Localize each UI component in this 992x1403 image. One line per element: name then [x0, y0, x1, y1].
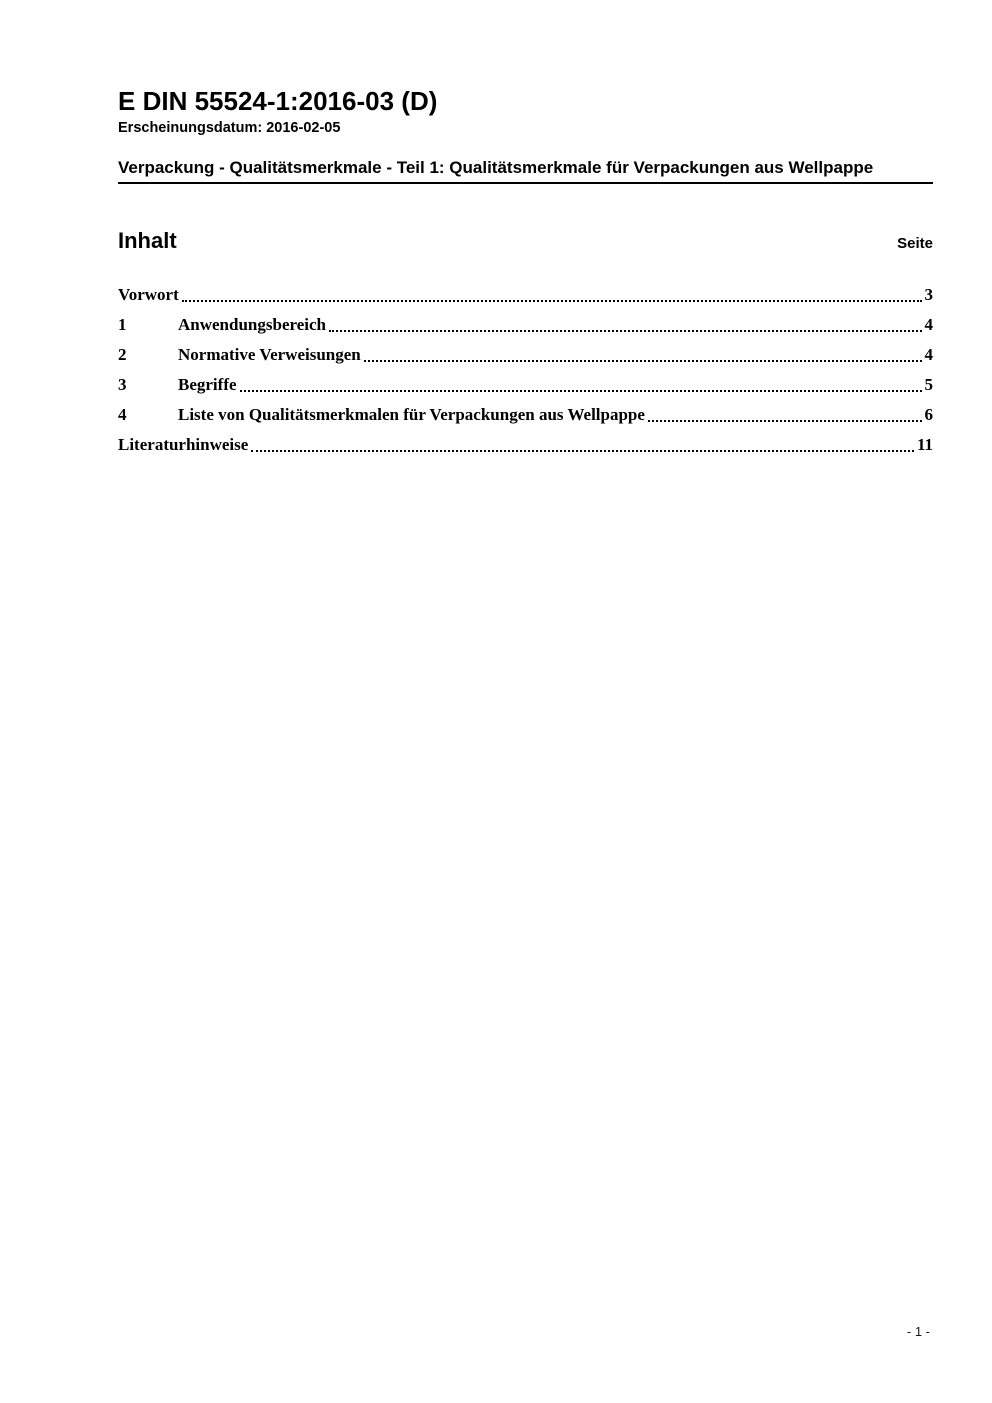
page-content — [118, 0, 933, 460]
toc-entry-label: Liste von Qualitätsmerkmalen für Verpackungen aus Wellpappe — [178, 405, 645, 424]
footer-page-number: - 1 - — [906, 1324, 930, 1339]
toc-entry-label: Vorwort — [118, 285, 179, 304]
toc-header — [118, 228, 933, 254]
toc-entry-page: 4 — [924, 345, 933, 364]
toc-entry-anwendungsbereich[interactable] — [118, 310, 933, 340]
document-code: E DIN 55524-1:2016-03 (D) — [118, 86, 438, 116]
toc-entry-number: 4 — [118, 405, 127, 424]
toc-page-column-label: Seite — [897, 235, 933, 252]
toc-leader-dots — [240, 378, 922, 392]
toc-entry-begriffe[interactable] — [118, 370, 933, 400]
toc-entry-number: 3 — [118, 375, 127, 394]
toc-entry-label: Anwendungsbereich — [178, 315, 326, 334]
toc-entry-normative-verweisungen[interactable] — [118, 340, 933, 370]
toc-entry-label: Literaturhinweise — [118, 435, 249, 454]
document-title: Verpackung - Qualitätsmerkmale - Teil 1: Qualitätsmerkmale für Verpackungen aus Wellpappe — [118, 157, 933, 184]
release-date: Erscheinungsdatum: 2016-02-05 — [118, 120, 341, 136]
table-of-contents — [118, 280, 933, 460]
toc-leader-dots — [364, 348, 922, 362]
toc-entry-page: 6 — [924, 405, 933, 424]
toc-entry-page: 3 — [924, 285, 933, 304]
toc-entry-literaturhinweise[interactable] — [118, 430, 933, 460]
toc-entry-liste-qualitaetsmerkmale[interactable] — [118, 400, 933, 430]
toc-entry-page: 4 — [924, 315, 933, 334]
toc-entry-number: 2 — [118, 345, 127, 364]
toc-leader-dots — [329, 318, 922, 332]
toc-leader-dots — [182, 288, 922, 302]
toc-leader-dots — [648, 408, 922, 422]
toc-entry-label: Normative Verweisungen — [178, 345, 361, 364]
toc-entry-page: 5 — [924, 375, 933, 394]
toc-entry-number: 1 — [118, 315, 127, 334]
toc-entry-vorwort[interactable] — [118, 280, 933, 310]
toc-entry-label: Begriffe — [178, 375, 237, 394]
toc-entry-page: 11 — [916, 435, 933, 454]
toc-heading: Inhalt — [118, 228, 177, 253]
toc-leader-dots — [251, 438, 914, 452]
